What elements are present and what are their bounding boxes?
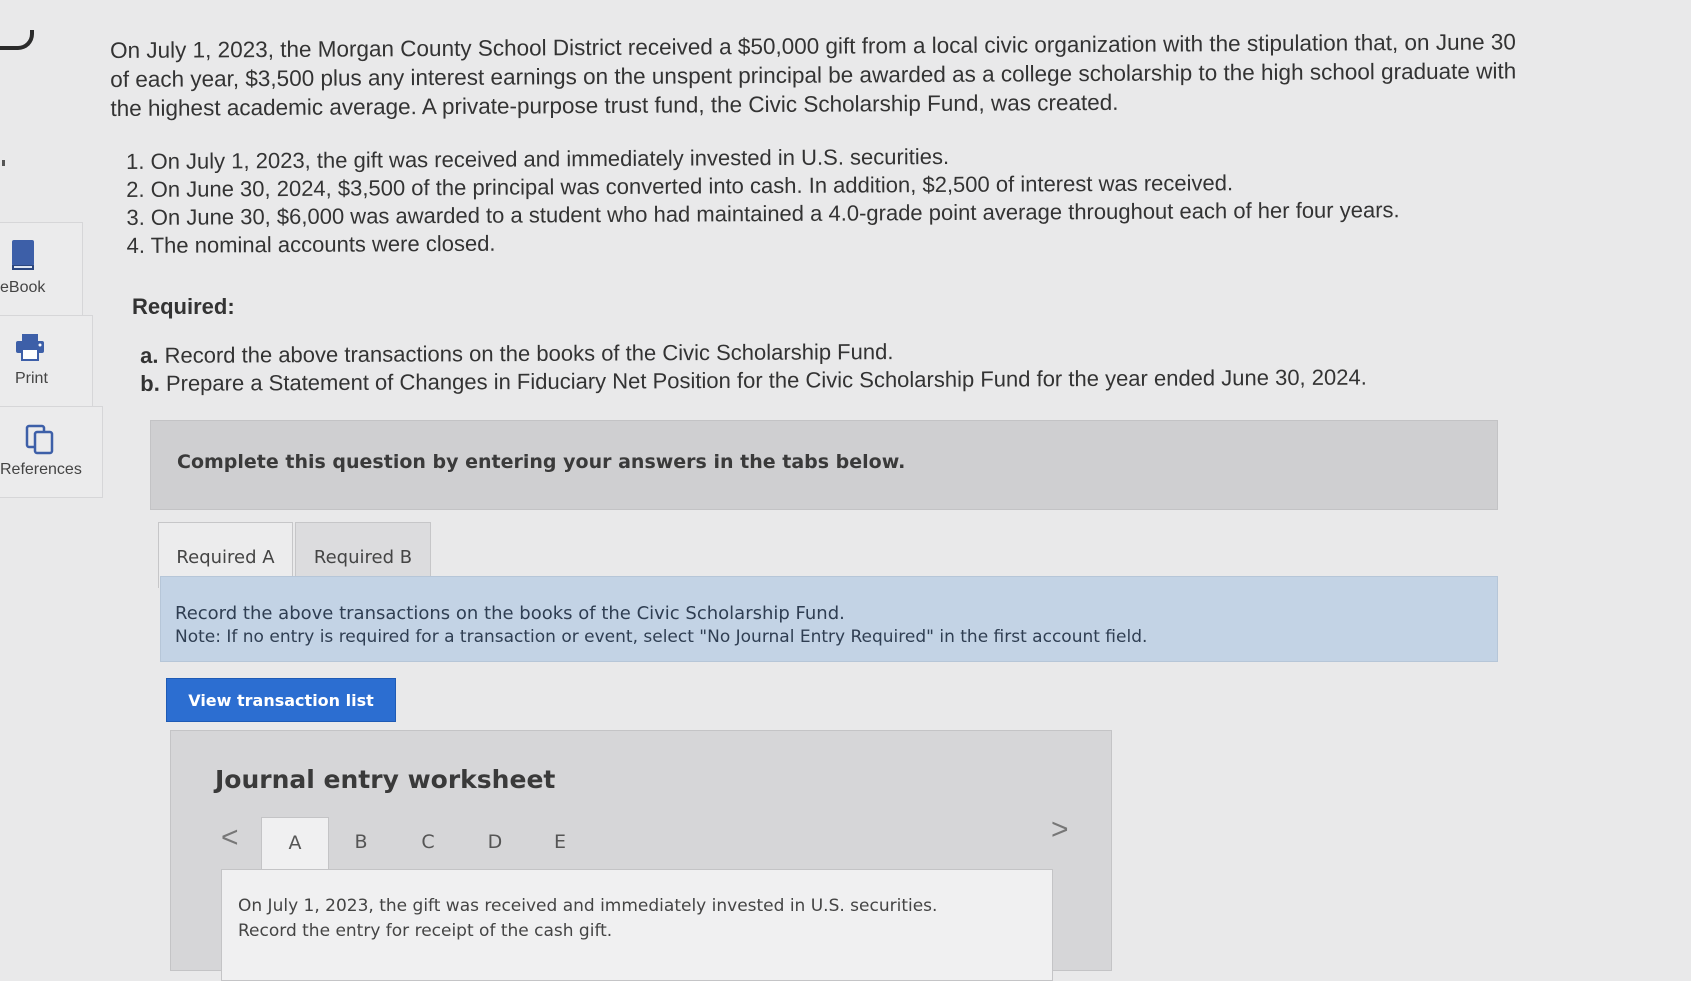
decorative-mark: [2, 160, 5, 166]
worksheet-tab-b[interactable]: B: [354, 831, 368, 853]
left-toolbar: [0, 0, 105, 969]
required-text: Prepare a Statement of Changes in Fiduciary Net Position for the Civic Scholarship Fund for the year ended June 30, 2024.: [165, 364, 1367, 396]
references-button[interactable]: [0, 406, 103, 498]
worksheet-tab-d[interactable]: D: [487, 831, 503, 853]
transaction-item: 3. On June 30, $6,000 was awarded to a student who had maintained a 4.0-grade point average throughout each of her four years.: [126, 197, 1400, 230]
required-heading: Required:: [132, 294, 235, 319]
worksheet-description: On July 1, 2023, the gift was received and immediately invested in U.S. securities. Record the entry for receipt of the cash gift.: [238, 896, 938, 941]
required-item-b: [140, 364, 1367, 398]
transaction-item: 2. On June 30, 2024, $3,500 of the principal was converted into cash. In addition, $2,500 of interest was received.: [126, 170, 1234, 202]
instruction-note: Note: If no entry is required for a transaction or event, select "No Journal Entry Required" in the first account field.: [175, 627, 1148, 647]
ebook-label: eBook: [0, 279, 46, 296]
printer-icon: [14, 332, 46, 362]
book-icon: [10, 239, 36, 271]
worksheet-tab-a[interactable]: A: [261, 817, 329, 873]
transaction-list: [126, 140, 1400, 260]
references-label: References: [0, 461, 82, 478]
transaction-item: 1. On July 1, 2023, the gift was received and immediately invested in U.S. securities.: [126, 143, 950, 174]
print-button[interactable]: [0, 315, 93, 407]
view-transaction-list-button[interactable]: View transaction list: [166, 678, 396, 722]
tab-instructions: [160, 576, 1498, 662]
required-list: [140, 336, 1367, 398]
required-letter: b.: [140, 370, 160, 396]
worksheet-tab-e[interactable]: E: [553, 831, 566, 853]
chevron-right-icon[interactable]: >: [1051, 813, 1069, 846]
required-text: Record the above transactions on the books of the Civic Scholarship Fund.: [164, 339, 894, 368]
ebook-button[interactable]: [0, 222, 83, 316]
tab-required-a[interactable]: Required A: [158, 522, 293, 588]
worksheet-title: Journal entry worksheet: [215, 765, 556, 794]
back-arrow-icon[interactable]: [0, 30, 34, 50]
instructions-banner: [150, 420, 1498, 510]
copy-pages-icon: [24, 423, 56, 455]
transaction-item: 4. The nominal accounts were closed.: [126, 230, 496, 258]
required-letter: a.: [140, 342, 159, 368]
problem-intro: On July 1, 2023, the Morgan County School District received a $50,000 gift from a local civic organization with the stipulation that, on June 30 of each year, $3,500 plus any interest earnings on the unspent principal be awarded as a college scholarship to the high school graduate with the highest academic average. A private-purpose trust fund, the Civic Scholarship Fund, was created.: [110, 29, 1517, 121]
instruction-text: Record the above transactions on the books of the Civic Scholarship Fund.: [175, 603, 845, 624]
journal-entry-worksheet: [170, 730, 1112, 971]
worksheet-tab-c[interactable]: C: [421, 831, 435, 853]
chevron-left-icon[interactable]: <: [221, 821, 239, 854]
worksheet-panel: [221, 869, 1053, 981]
tab-required-b[interactable]: Required B: [295, 522, 431, 588]
print-label: Print: [15, 370, 48, 387]
banner-text: Complete this question by entering your answers in the tabs below.: [177, 451, 906, 473]
